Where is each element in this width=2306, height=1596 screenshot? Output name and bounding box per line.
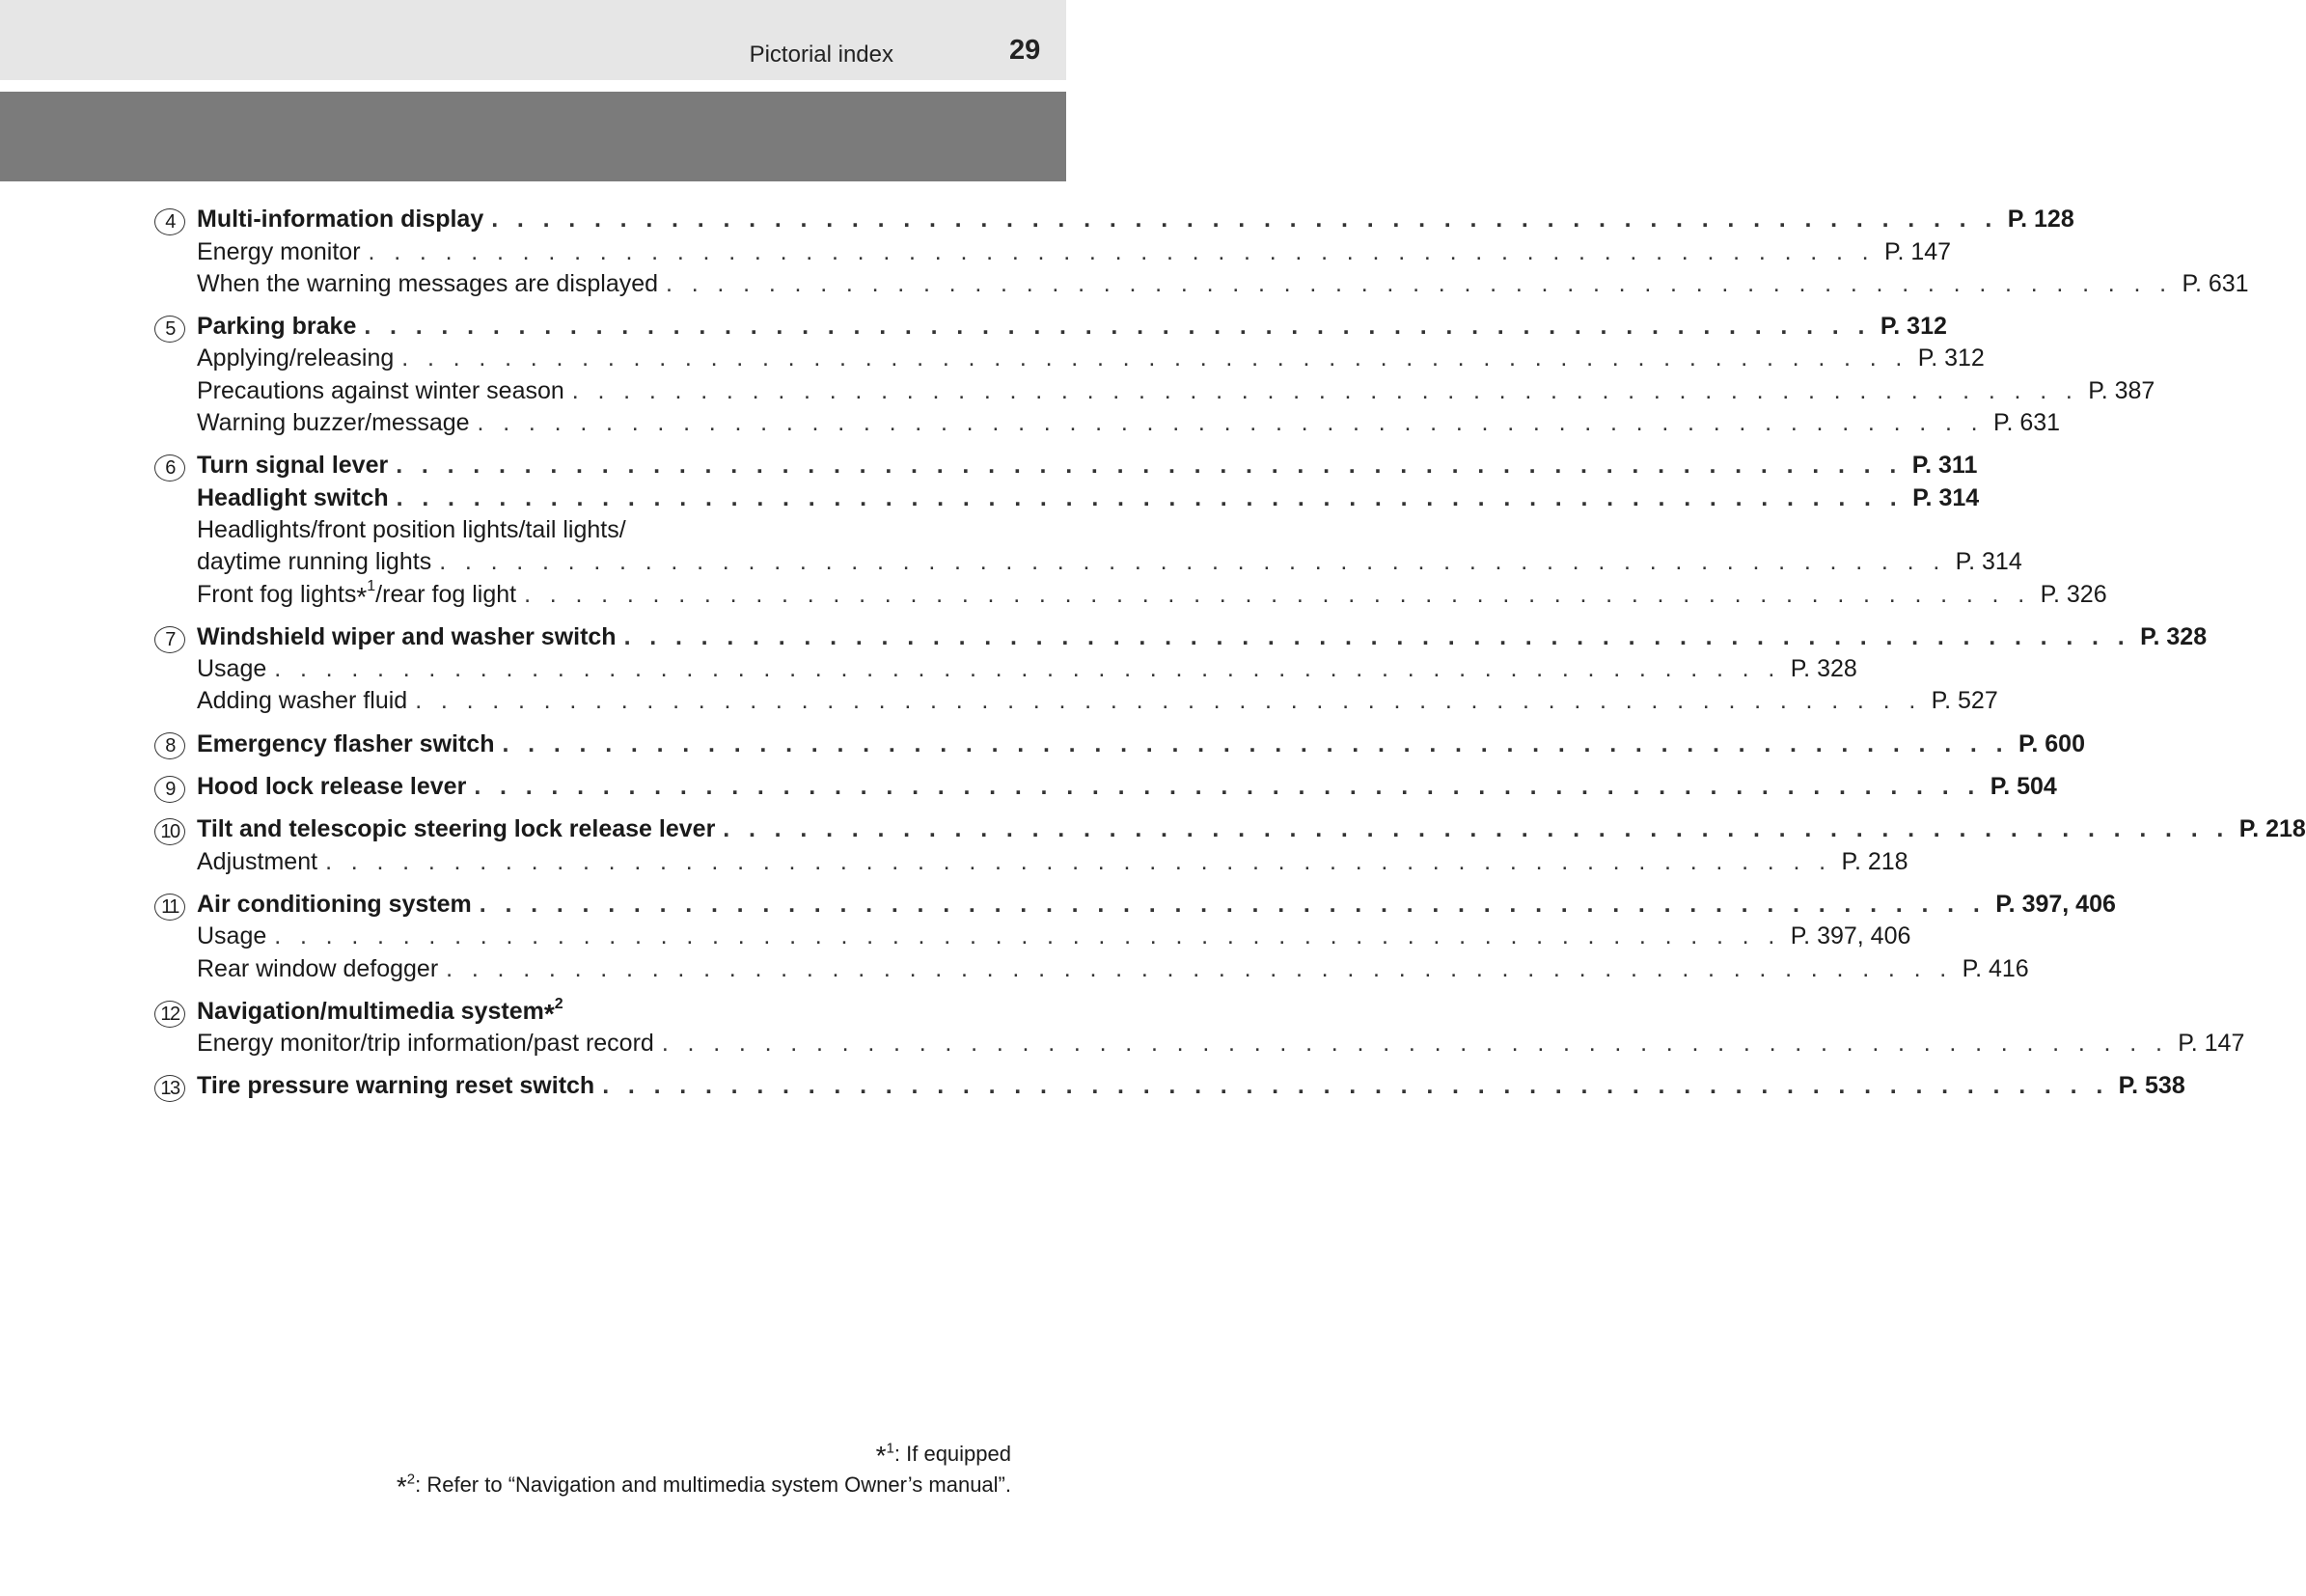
dot-leader: . . . . . . . . . . . . . . . . . . . . . . . . . . . . . . . . . . . . . . . . . . . . . . . . . . . . . . . . . . . xyxy=(274,922,1781,950)
footnote-asterisk: * xyxy=(875,1441,887,1471)
index-group xyxy=(154,1070,2185,1102)
dot-leader: . . . . . . . . . . . . . . . . . . . . . . . . . . . . . . . . . . . . . . . . . . . . . . . . . . . . . . . . . . . xyxy=(623,622,2131,650)
index-entry xyxy=(154,952,2029,984)
index-group xyxy=(154,450,2107,612)
page-reference: P. 218 xyxy=(2238,815,2306,843)
page-reference: P. 631 xyxy=(2182,269,2249,297)
dot-leader: . . . . . . . . . . . . . . . . . . . . . . . . . . . . . . . . . . . . . . . . . . . . . . . . . . . . . . . . . . . xyxy=(415,687,1922,715)
page-reference: P. 538 xyxy=(2118,1072,2185,1100)
item-number-badge: 8 xyxy=(154,732,185,759)
footnote-text: : Refer to “Navigation and multimedia system Owner’s manual”. xyxy=(415,1472,1011,1497)
page-reference: P. 312 xyxy=(1880,313,1947,341)
index-entry xyxy=(154,514,965,546)
entry-label: Emergency flasher switch xyxy=(197,729,495,757)
dot-leader: . . . . . . . . . . . . . . . . . . . . . . . . . . . . . . . . . . . . . . . . . . . . . . . . . . . . . . . . . . . xyxy=(661,1030,2169,1058)
dot-leader: . . . . . . . . . . . . . . . . . . . . . . . . . . . . . . . . . . . . . . . . . . . . . . . . . . . . . . . . . . . xyxy=(602,1072,2109,1100)
page-reference: P. 326 xyxy=(2040,580,2107,608)
footnote xyxy=(397,1469,1011,1500)
footnote-asterisk: * xyxy=(356,581,368,612)
dot-leader: . . . . . . . . . . . . . . . . . . . . . . . . . . . . . . . . . . . . . . . . . . . . . . . . . . . . . . . . . . . xyxy=(439,548,1946,576)
index-group xyxy=(154,728,2085,759)
index-group xyxy=(154,889,2116,985)
footnote xyxy=(397,1438,1011,1469)
entry-label: Precautions against winter season xyxy=(197,376,564,404)
page-reference: P. 128 xyxy=(2007,206,2074,234)
dot-leader: . . . . . . . . . . . . . . . . . . . . . . . . . . . . . . . . . . . . . . . . . . . . . . . . . . . . . . . . . . . xyxy=(325,847,1832,875)
entry-label: Tire pressure warning reset switch xyxy=(197,1072,595,1100)
entry-label: Windshield wiper and washer switch xyxy=(197,622,617,650)
item-number-badge: 6 xyxy=(154,454,185,482)
index-entry xyxy=(154,311,1947,343)
index-entry xyxy=(154,482,1980,513)
index-entry xyxy=(154,889,2116,921)
index-group xyxy=(154,771,2057,803)
page-reference: P. 397, 406 xyxy=(1790,922,1911,950)
entry-label: Hood lock release lever xyxy=(197,773,467,801)
index-entry xyxy=(154,268,2249,300)
index-group xyxy=(154,311,2155,439)
footnotes xyxy=(397,1438,1011,1500)
entry-label: Headlights/front position lights/tail lights/ xyxy=(197,515,626,543)
index-entry xyxy=(154,1070,2185,1102)
index-entry xyxy=(154,450,1978,482)
index-entry xyxy=(154,621,2208,653)
footnote-asterisk: * xyxy=(396,1472,407,1501)
index-entry xyxy=(154,921,1911,952)
page-reference: P. 600 xyxy=(2018,729,2085,757)
dot-leader: . . . . . . . . . . . . . . . . . . . . . . . . . . . . . . . . . . . . . . . . . . . . . . . . . . . . . . . . . . . xyxy=(666,269,2173,297)
entry-label: Turn signal lever xyxy=(197,452,389,480)
entry-label: Adjustment xyxy=(197,847,318,875)
page-reference: P. 631 xyxy=(1993,409,2061,437)
item-number-badge: 13 xyxy=(154,1075,185,1102)
index-entry xyxy=(154,653,1857,685)
entry-label: Tilt and telescopic steering lock release lever xyxy=(197,815,716,843)
page-reference: P. 147 xyxy=(1884,237,1952,265)
dot-leader: . . . . . . . . . . . . . . . . . . . . . . . . . . . . . . . . . . . . . . . . . . . . . . . . . . . . . . . . . . . xyxy=(446,954,1953,982)
index-entry xyxy=(154,546,2022,578)
page-reference: P. 328 xyxy=(1790,655,1857,683)
footnote-asterisk: * xyxy=(543,998,555,1029)
index-entry xyxy=(154,235,1952,267)
entry-label: Headlight switch xyxy=(197,483,389,511)
entry-label: Parking brake xyxy=(197,313,357,341)
header-bar xyxy=(0,0,1066,80)
dot-leader: . . . . . . . . . . . . . . . . . . . . . . . . . . . . . . . . . . . . . . . . . . . . . . . . . . . . . . . . . . . xyxy=(571,376,2079,404)
entry-label: Applying/releasing xyxy=(197,344,395,372)
dot-leader: . . . . . . . . . . . . . . . . . . . . . . . . . . . . . . . . . . . . . . . . . . . . . . . . . . . . . . . . . . . xyxy=(524,580,2031,608)
dot-leader: . . . . . . . . . . . . . . . . . . . . . . . . . . . . . . . . . . . . . . . . . . . . . . . . . . . . . . . . . . . xyxy=(477,409,1985,437)
page-reference: P. 504 xyxy=(1990,773,2057,801)
header-band xyxy=(0,92,1066,181)
item-number-badge: 5 xyxy=(154,316,185,343)
item-number-badge: 11 xyxy=(154,894,185,921)
index-entry xyxy=(154,685,1998,717)
item-number-badge: 12 xyxy=(154,1001,185,1028)
page-reference: P. 328 xyxy=(2140,622,2208,650)
page-reference: P. 416 xyxy=(1962,954,2029,982)
index-entry xyxy=(154,578,2107,612)
index-entry xyxy=(154,1028,2245,1059)
index-entry xyxy=(154,728,2085,759)
footnote-mark: 2 xyxy=(406,1471,416,1488)
entry-label: Rear window defogger xyxy=(197,954,439,982)
index-entry xyxy=(154,771,2057,803)
dot-leader: . . . . . . . . . . . . . . . . . . . . . . . . . . . . . . . . . . . . . . . . . . . . . . . . . . . . . . . . . . . xyxy=(396,483,1904,511)
entry-label: Navigation/multimedia system*$^2$ xyxy=(197,995,563,1029)
entry-label: Multi-information display xyxy=(197,206,484,234)
footnote-ref: 1 xyxy=(367,578,376,595)
dot-leader: . . . . . . . . . . . . . . . . . . . . . . . . . . . . . . . . . . . . . . . . . . . . . . . . . . . . . . . . . . . xyxy=(401,344,1908,372)
page-reference: P. 218 xyxy=(1841,847,1908,875)
page-reference: P. 527 xyxy=(1931,687,1998,715)
page-reference: P. 387 xyxy=(2088,376,2155,404)
entry-label: Front fog lights*$^1$/rear fog light xyxy=(197,578,517,612)
page-reference: P. 311 xyxy=(1911,452,1978,480)
item-number-badge: 9 xyxy=(154,776,185,803)
footnote-ref: 2 xyxy=(554,995,563,1012)
entry-label: Energy monitor/trip information/past record xyxy=(197,1030,654,1058)
page-reference: P. 314 xyxy=(1955,548,2022,576)
item-number-badge: 10 xyxy=(154,818,185,845)
page-reference: P. 397, 406 xyxy=(1995,890,2116,918)
dot-leader: . . . . . . . . . . . . . . . . . . . . . . . . . . . . . . . . . . . . . . . . . . . . . . . . . . . . . . . . . . . xyxy=(502,729,2009,757)
page-number: 29 xyxy=(1009,35,1041,66)
index-group xyxy=(154,621,2208,718)
entry-label: Air conditioning system xyxy=(197,890,472,918)
entry-label: Adding washer fluid xyxy=(197,687,408,715)
index-group xyxy=(154,204,2249,300)
dot-leader: . . . . . . . . . . . . . . . . . . . . . . . . . . . . . . . . . . . . . . . . . . . . . . . . . . . . . . . . . . . xyxy=(396,452,1903,480)
item-number-badge: 7 xyxy=(154,626,185,653)
footnote-mark: 1 xyxy=(886,1440,894,1457)
item-number-badge: 4 xyxy=(154,208,185,235)
entry-label: Usage xyxy=(197,655,267,683)
index-entry xyxy=(154,343,1985,374)
dot-leader: . . . . . . . . . . . . . . . . . . . . . . . . . . . . . . . . . . . . . . . . . . . . . . . . . . . . . . . . . . . xyxy=(274,655,1781,683)
section-title: Pictorial index xyxy=(749,41,893,68)
page-reference: P. 312 xyxy=(1917,344,1985,372)
index-entry xyxy=(154,204,2074,235)
footnote-text: : If equipped xyxy=(893,1442,1011,1466)
dot-leader: . . . . . . . . . . . . . . . . . . . . . . . . . . . . . . . . . . . . . . . . . . . . . . . . . . . . . . . . . . . xyxy=(364,313,1871,341)
entry-label: Warning buzzer/message xyxy=(197,409,470,437)
dot-leader: . . . . . . . . . . . . . . . . . . . . . . . . . . . . . . . . . . . . . . . . . . . . . . . . . . . . . . . . . . . xyxy=(723,815,2230,843)
index-entry xyxy=(154,374,2155,406)
index-group xyxy=(154,813,2306,878)
entry-label: Usage xyxy=(197,922,267,950)
dot-leader: . . . . . . . . . . . . . . . . . . . . . . . . . . . . . . . . . . . . . . . . . . . . . . . . . . . . . . . . . . . xyxy=(491,206,1998,234)
entry-label: Energy monitor xyxy=(197,237,361,265)
index-group xyxy=(154,995,2245,1060)
index-entry xyxy=(154,813,2306,845)
pictorial-index-list xyxy=(154,204,2306,1113)
index-entry xyxy=(154,407,2061,439)
dot-leader: . . . . . . . . . . . . . . . . . . . . . . . . . . . . . . . . . . . . . . . . . . . . . . . . . . . . . . . . . . . xyxy=(368,237,1875,265)
dot-leader: . . . . . . . . . . . . . . . . . . . . . . . . . . . . . . . . . . . . . . . . . . . . . . . . . . . . . . . . . . . xyxy=(479,890,1987,918)
entry-label: When the warning messages are displayed xyxy=(197,269,659,297)
page-reference: P. 147 xyxy=(2178,1030,2245,1058)
dot-leader: . . . . . . . . . . . . . . . . . . . . . . . . . . . . . . . . . . . . . . . . . . . . . . . . . . . . . . . . . . . xyxy=(474,773,1981,801)
page-reference: P. 314 xyxy=(1912,483,1980,511)
index-entry xyxy=(154,845,1908,877)
index-entry xyxy=(154,996,965,1028)
entry-label: daytime running lights xyxy=(197,548,432,576)
